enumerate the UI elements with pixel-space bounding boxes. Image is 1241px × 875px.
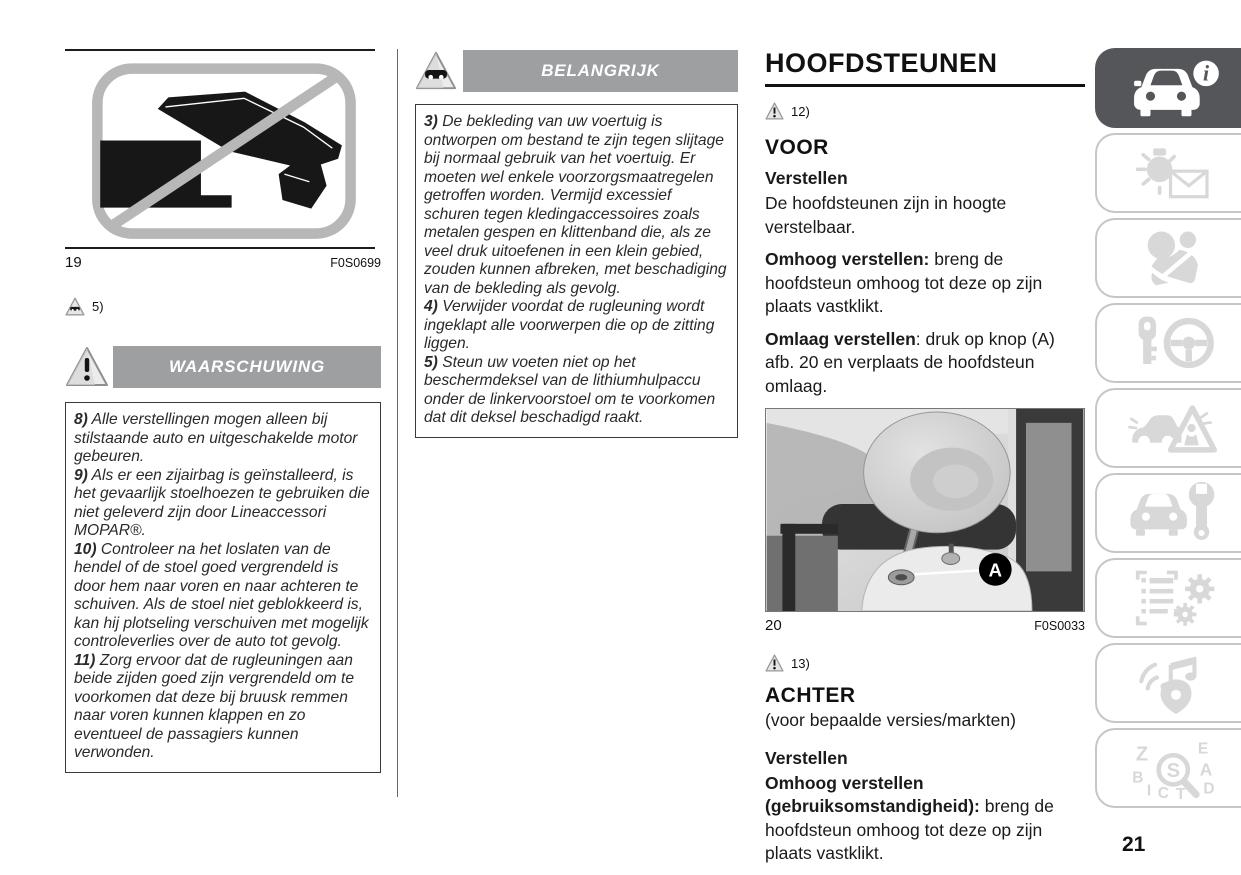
car-warning-triangle-icon	[1128, 397, 1224, 459]
important-box	[415, 104, 738, 438]
alphabetical-index-icon	[1128, 737, 1224, 799]
rear-seat	[767, 536, 838, 611]
warning-box	[65, 402, 381, 773]
svg-text:T: T	[1176, 786, 1186, 799]
warning-header	[65, 346, 381, 388]
figure19-caption	[65, 254, 381, 271]
cargo-box-shape	[100, 141, 231, 208]
instruction-paragraph-up: Omhoog verstellen: breng de hoofdsteun omhoog tot deze op zijn plaats vastklikt.	[765, 249, 1043, 317]
note-reference-number: 13)	[791, 655, 810, 671]
svg-text:A: A	[1199, 759, 1213, 780]
sidebar-tab-index[interactable]	[1095, 728, 1241, 808]
multimedia-icon	[1128, 652, 1224, 714]
figure-number: 20	[765, 617, 782, 635]
no-loose-cargo-pictogram	[65, 59, 381, 247]
main-column	[765, 50, 1085, 866]
figure-code: F0S0033	[1034, 619, 1085, 634]
important-triangle-car-icon	[415, 50, 463, 92]
svg-text:I: I	[1146, 782, 1152, 799]
sidebar-tab-technical-data[interactable]	[1095, 558, 1241, 638]
instruction-paragraph-up-rear: Omhoog verstellen (gebruiksomstandigheid): breng de hoofdsteun omhoog tot deze op zijn plaats vastklikt.	[765, 772, 1054, 864]
warning-note-reference	[765, 102, 1085, 120]
sidebar-tab-starting-driving[interactable]	[1095, 303, 1241, 383]
subheading-verstellen: Verstellen	[765, 168, 848, 189]
sidebar-tab-maintenance[interactable]	[1095, 473, 1241, 553]
car-wrench-icon	[1128, 482, 1224, 544]
sidebar-tab-instrument-panel[interactable]	[1095, 133, 1241, 213]
warning-header-bar	[113, 346, 381, 388]
page-number: 21	[1122, 833, 1146, 856]
warning-triangle-icon	[65, 346, 113, 388]
chapter-tab-strip	[1095, 48, 1241, 813]
svg-text:i: i	[1203, 61, 1210, 86]
svg-text:C: C	[1157, 785, 1169, 799]
figure-number: 19	[65, 254, 82, 271]
middle-column	[415, 50, 738, 438]
versions-note: (voor bepaalde versies/markten)	[765, 710, 1016, 731]
svg-text:D: D	[1203, 780, 1215, 798]
sidebar-tab-vehicle-info[interactable]	[1095, 48, 1241, 128]
sidebar-tab-safety[interactable]	[1095, 218, 1241, 298]
headrest-photo	[765, 408, 1085, 612]
figure20-caption	[765, 617, 1085, 634]
intro-paragraph: De hoofdsteunen zijn in hoogte verstelbaar.	[765, 193, 1007, 237]
warning-header-title: WAARSCHUWING	[169, 357, 325, 376]
warning-item: 11) Zorg ervoor dat de rugleuningen aan beide zijden goed zijn vergrendeld om te voorkomen dat deze bij bruusk remmen naar voren kunnen klappen en zo eventueel de passagiers kunnen verwonden.	[74, 651, 355, 761]
figure19-bottom-rule	[65, 247, 375, 249]
car-info-icon	[1128, 57, 1224, 119]
warning-item: 9) Als er een zijairbag is geïnstalleerd, is het gevaarlijk stoelhoezen te gebruiken die niet geleverd zijn door Lineaccessori MOPAR®.	[74, 466, 370, 539]
section-heading-voor: VOOR	[765, 136, 829, 159]
warning-triangle-icon	[765, 654, 784, 672]
sidebar-tab-multimedia[interactable]	[1095, 643, 1241, 723]
warning-item: 8) Alle verstellingen mogen alleen bij stilstaande auto en uitgeschakelde motor gebeuren.	[74, 411, 358, 465]
warning-note-reference	[765, 654, 1085, 672]
airbag-safety-icon	[1128, 227, 1224, 289]
figure-code: F0S0699	[330, 256, 381, 270]
important-item: 4) Verwijder voordat de rugleuning wordt ingeklapt alle voorwerpen die op de zitting liggen.	[424, 298, 715, 352]
column-divider	[397, 49, 398, 797]
instruction-paragraph-down: Omlaag verstellen: druk op knop (A) afb. 20 en verplaats de hoofdsteun omlaag.	[765, 328, 1055, 396]
important-triangle-car-icon	[65, 297, 85, 316]
seatbelt-strap	[782, 524, 795, 611]
page-title: HOOFDSTEUNEN	[765, 48, 998, 78]
svg-text:B: B	[1132, 769, 1144, 787]
important-header-title: BELANGRIJK	[541, 61, 660, 80]
left-column	[65, 49, 381, 773]
door-window	[1026, 423, 1072, 572]
svg-text:Z: Z	[1135, 743, 1149, 766]
svg-text:E: E	[1197, 740, 1209, 758]
important-item: 3) De bekleding van uw voertuig is ontworpen om bestand te zijn tegen slijtage bij normaal gebruik van het voertuig. Er moeten wel enkele voorzorgsmaatregelen getroffen worden. Vermijd excessief schuren tegen kledingaccessoires zoals metalen gespen en klittenband die, als ze veel druk uitoefenen in een klein gebied, zouden kunnen afbreken, met beschadiging van de bekleding als gevolg.	[424, 113, 727, 297]
warning-light-message-icon	[1128, 142, 1224, 204]
note-reference-number: 12)	[791, 103, 810, 119]
important-note-reference	[65, 297, 381, 316]
important-item: 5) Steun uw voeten niet op het beschermdeksel van de lithiumhulpaccu onder de linkervoorstoel om te voorkomen dat dit deksel beschadigd raakt.	[424, 353, 716, 426]
callout-A-label: A	[988, 559, 1003, 581]
section-heading-achter: ACHTER	[765, 684, 856, 708]
list-gears-icon	[1128, 567, 1224, 629]
title-underline	[765, 84, 1085, 87]
key-steering-wheel-icon	[1128, 312, 1224, 374]
warning-item: 10) Controleer na het loslaten van de hendel of de stoel goed vergrendeld is door hem naar voren en naar achteren te schuiven. Als de stoel niet geblokkeerd is, kan hij plotseling verschuiven met mogelijk controleverlies over de auto tot gevolg.	[74, 540, 369, 650]
important-header	[415, 50, 738, 92]
note-reference-number: 5)	[92, 299, 104, 314]
important-header-bar	[463, 50, 738, 92]
sidebar-tab-emergency[interactable]	[1095, 388, 1241, 468]
figure19-top-rule	[65, 49, 375, 51]
warning-triangle-icon	[765, 102, 784, 120]
subheading-verstellen: Verstellen	[765, 747, 848, 768]
svg-text:S: S	[1166, 760, 1180, 783]
